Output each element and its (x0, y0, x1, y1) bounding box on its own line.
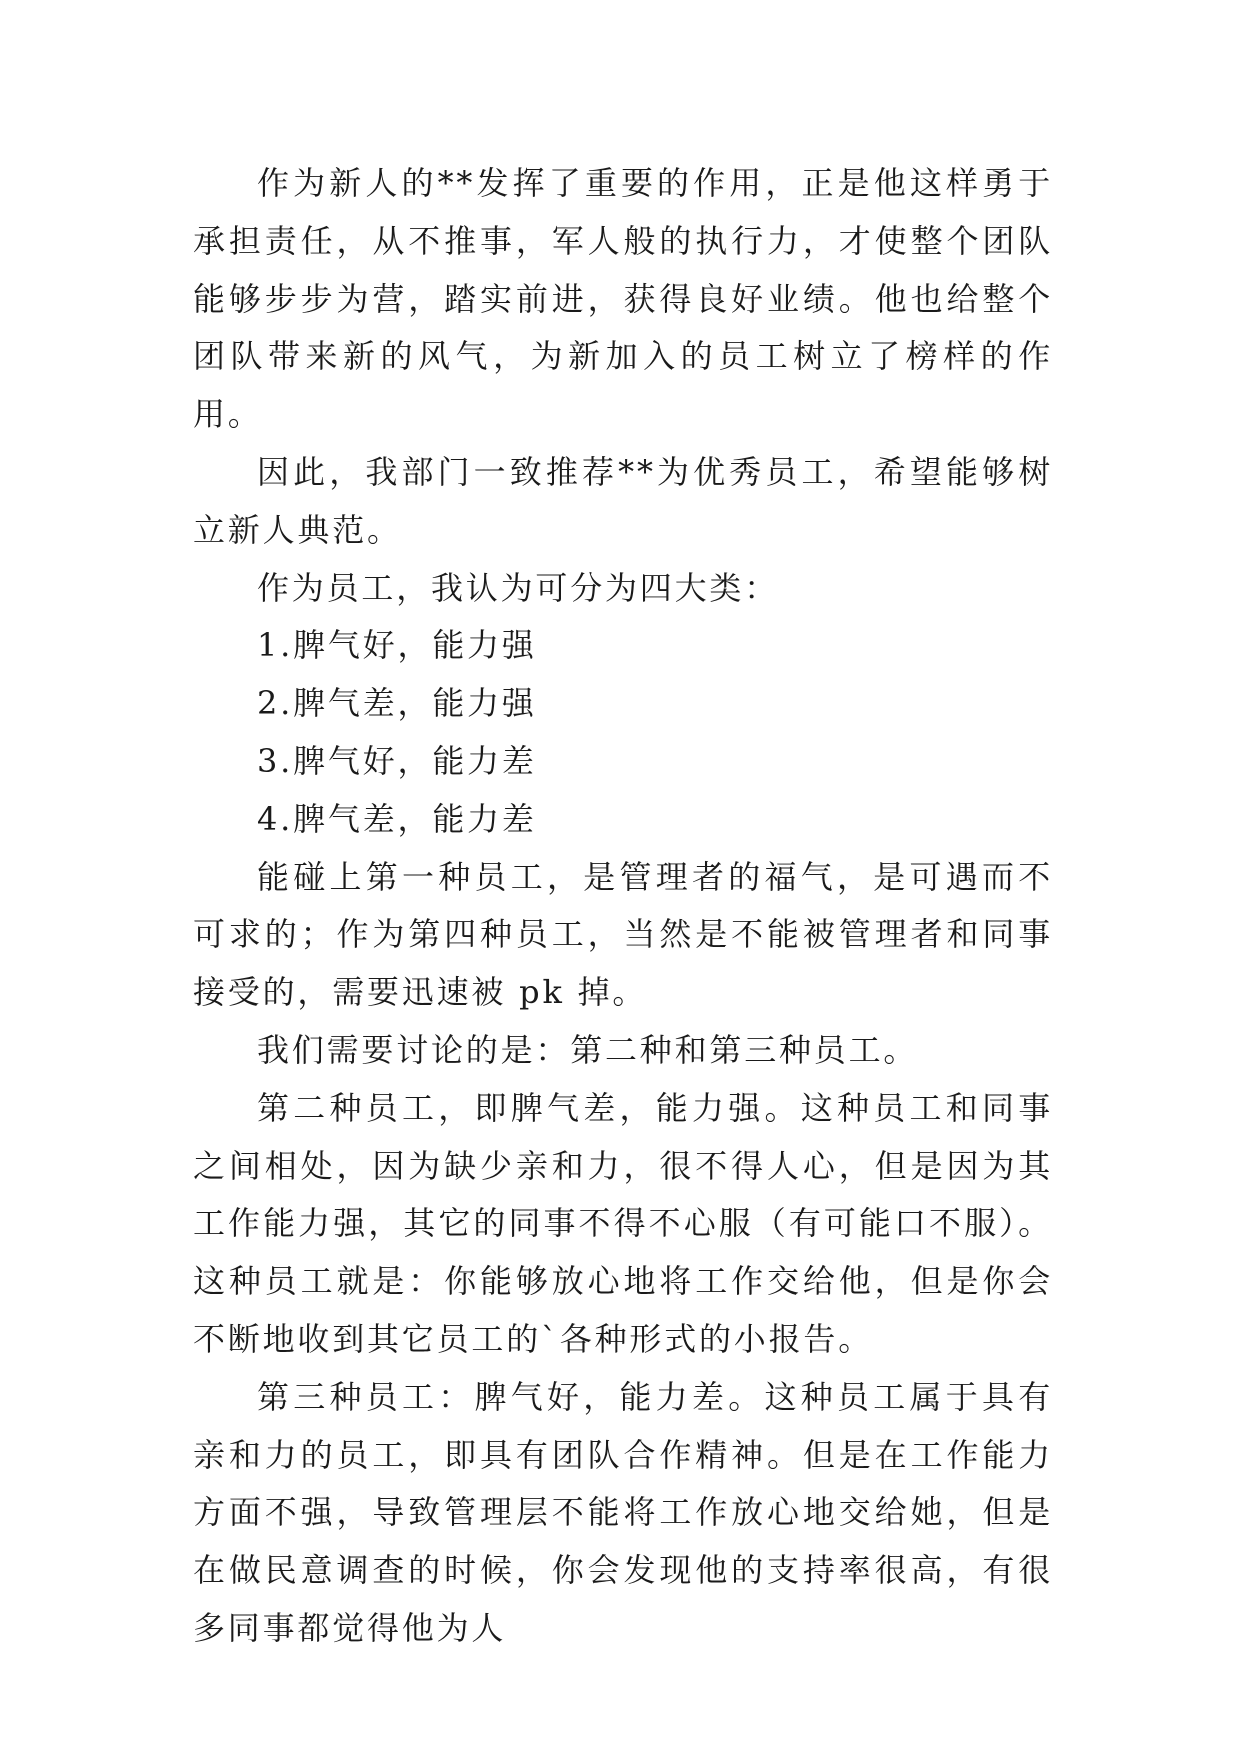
list-item-type-2: 2.脾气差，能力强 (257, 684, 537, 723)
paragraph-discussion-focus: 我们需要讨论的是：第二种和第三种员工。 (257, 1030, 919, 1069)
paragraph-four-types-intro: 作为员工，我认为可分为四大类： (257, 568, 780, 607)
paragraph-recommendation: 因此，我部门一致推荐**为优秀员工，希望能够树立新人典范。 (193, 452, 1053, 549)
paragraph-new-employee-role: 作为新人的**发挥了重要的作用，正是他这样勇于承担责任，从不推事，军人般的执行力，才使整个团队能够步步为营，踏实前进，获得良好业绩。他也给整个团队带来新的风气，为新加入的员工树立了榜样的作用。 (193, 164, 1053, 434)
list-item-type-3: 3.脾气好，能力差 (257, 741, 537, 780)
paragraph-first-and-fourth: 能碰上第一种员工，是管理者的福气，是可遇而不可求的；作为第四种员工，当然是不能被管理者和同事接受的，需要迅速被 pk 掉。 (193, 857, 1053, 1012)
list-item-type-1: 1.脾气好，能力强 (257, 626, 537, 665)
document-body (193, 155, 1053, 1658)
paragraph-second-type: 第二种员工，即脾气差，能力强。这种员工和同事之间相处，因为缺少亲和力，很不得人心，但是因为其工作能力强，其它的同事不得不心服（有可能口不服）。这种员工就是：你能够放心地将工作交给他，但是你会不断地收到其它员工的`各种形式的小报告。 (193, 1088, 1053, 1358)
paragraph-third-type: 第三种员工：脾气好，能力差。这种员工属于具有亲和力的员工，即具有团队合作精神。但是在工作能力方面不强，导致管理层不能将工作放心地交给她，但是在做民意调查的时候，你会发现他的支持率很高，有很多同事都觉得他为人 (193, 1377, 1053, 1647)
list-item-type-4: 4.脾气差，能力差 (257, 799, 537, 838)
